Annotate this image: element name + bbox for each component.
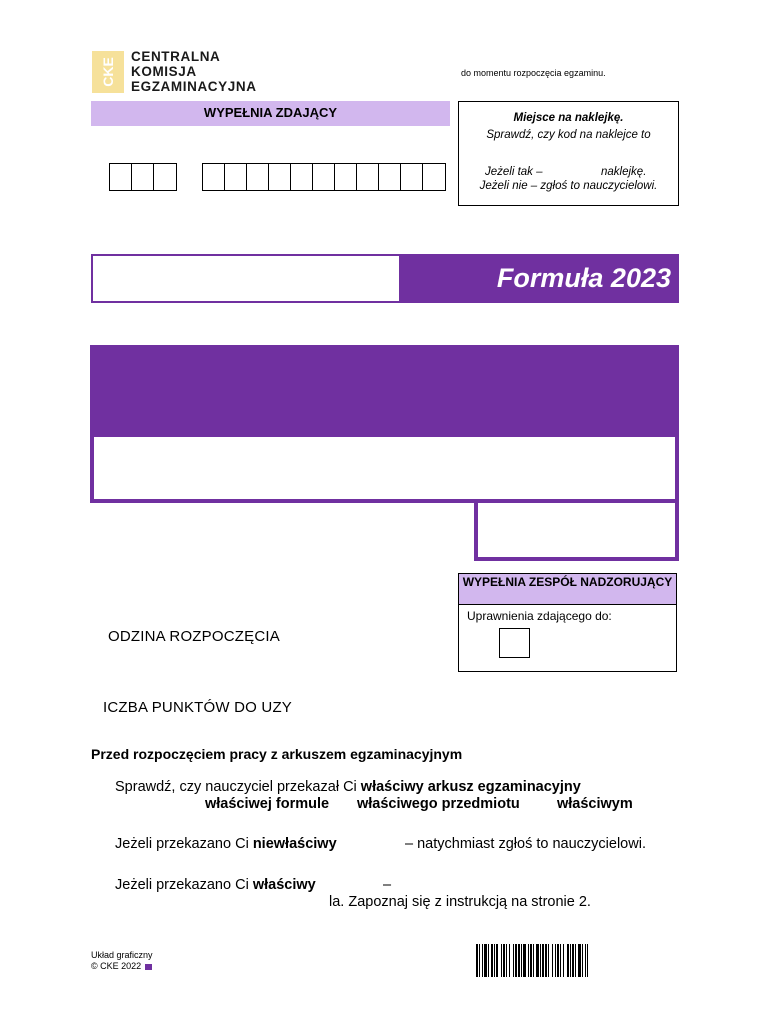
footer <box>91 950 153 972</box>
barcode-bar <box>567 944 569 977</box>
sticker-line-3a: Jeżeli tak – <box>485 166 543 178</box>
footer-line-2: © CKE 2022 <box>91 961 142 971</box>
barcode-bar <box>575 944 576 977</box>
barcode-bar <box>548 944 549 977</box>
instruction-1-formula: właściwej formule <box>205 796 330 812</box>
sticker-line-4: Jeżeli nie – zgłoś to nauczycielowi. <box>479 180 658 192</box>
formula-label: Formuła 2023 <box>400 254 679 303</box>
instruction-2 <box>115 836 337 852</box>
barcode-bar <box>496 944 498 977</box>
top-note: do momentu rozpoczęcia egzaminu. <box>461 68 606 78</box>
barcode-bar <box>479 944 480 977</box>
barcode-bar <box>560 944 561 977</box>
zespol-header: WYPEŁNIA ZESPÓŁ NADZORUJĄCY <box>459 574 676 605</box>
barcode-bar <box>506 944 507 977</box>
code-cells[interactable] <box>109 163 177 191</box>
barcode-bar <box>528 944 529 977</box>
pesel-cell[interactable] <box>357 164 379 190</box>
barcode-bar <box>488 944 489 977</box>
barcode-bar <box>570 944 571 977</box>
instruction-2-bold: niewłaściwy <box>252 836 337 852</box>
barcode-bar <box>503 944 505 977</box>
barcode-bar <box>513 944 514 977</box>
logo-line-1: CENTRALNA <box>131 49 221 64</box>
code-cell[interactable] <box>154 164 176 190</box>
pesel-cells[interactable] <box>202 163 446 191</box>
barcode-bar <box>545 944 547 977</box>
cke-logo-mark-text: CKE <box>100 57 116 87</box>
instruction-3-end: la. Zapoznaj się z instrukcją na stronie 2. <box>329 894 591 910</box>
barcode-bar <box>484 944 487 977</box>
zespol-label: Uprawnienia zdającego do: <box>467 609 612 623</box>
cke-small-icon <box>145 964 152 970</box>
subject-frame <box>90 437 679 503</box>
barcode-bar <box>542 944 544 977</box>
footer-line-2-wrap <box>91 961 153 972</box>
barcode-bar <box>515 944 517 977</box>
barcode-bar <box>555 944 556 977</box>
pesel-cell[interactable] <box>423 164 445 190</box>
instruction-1-bold: właściwy arkusz egzaminacyjny <box>360 779 581 795</box>
barcode-bar <box>521 944 522 977</box>
barcode-bar <box>557 944 559 977</box>
instruction-1-text: Sprawdź, czy nauczyciel przekazał Ci <box>115 779 361 795</box>
barcode-bar <box>482 944 483 977</box>
barcode-bar <box>509 944 510 977</box>
instruction-3-text: Jeżeli przekazano Ci <box>115 877 253 893</box>
pesel-cell[interactable] <box>225 164 247 190</box>
exam-name-box <box>91 254 401 303</box>
barcode-bar <box>563 944 564 977</box>
barcode-bar <box>501 944 502 977</box>
cke-logo-text <box>131 49 257 94</box>
pesel-cell[interactable] <box>247 164 269 190</box>
code-cell[interactable] <box>132 164 154 190</box>
instruction-1-line-2 <box>205 796 329 812</box>
logo-line-2: KOMISJA <box>131 64 197 79</box>
instruction-3-bold: właściwy <box>252 877 316 893</box>
barcode-bar <box>582 944 583 977</box>
code-box-left-border <box>474 502 477 561</box>
code-box <box>474 502 679 561</box>
instruction-3-dash: – <box>383 877 392 893</box>
pesel-cell[interactable] <box>203 164 225 190</box>
pesel-cell[interactable] <box>379 164 401 190</box>
barcode-bar <box>572 944 574 977</box>
barcode <box>476 944 669 977</box>
wypelnia-zdajacy-header: WYPEŁNIA ZDAJĄCY <box>91 101 450 126</box>
logo-line-3: EGZAMINACYJNA <box>131 79 257 94</box>
barcode-bar <box>523 944 526 977</box>
barcode-bar <box>476 944 478 977</box>
instruction-2-text: Jeżeli przekazano Ci <box>115 836 253 852</box>
instruction-1-line-1 <box>115 779 581 795</box>
instruction-3 <box>115 877 316 893</box>
pesel-cell[interactable] <box>335 164 357 190</box>
barcode-bar <box>530 944 532 977</box>
godzina-label: ODZINA ROZPOCZĘCIA <box>108 628 280 645</box>
barcode-bar <box>552 944 553 977</box>
instruction-2-end: – natychmiast zgłoś to nauczycielowi. <box>405 836 646 852</box>
pesel-cell[interactable] <box>401 164 423 190</box>
instructions-title: Przed rozpoczęciem pracy z arkuszem egzaminacyjnym <box>91 746 463 762</box>
pesel-cell[interactable] <box>291 164 313 190</box>
sticker-title: Miejsce na naklejkę. <box>513 112 624 124</box>
instruction-1-level-wrap <box>557 796 633 812</box>
pesel-cell[interactable] <box>269 164 291 190</box>
barcode-bar <box>533 944 534 977</box>
uprawnienia-checkbox[interactable] <box>499 628 530 658</box>
subject-banner <box>90 345 679 439</box>
footer-line-1: Układ graficzny <box>91 950 153 960</box>
sticker-box <box>458 101 679 206</box>
barcode-bar <box>587 944 588 977</box>
instruction-1-subject: właściwego przedmiotu <box>357 796 520 812</box>
liczba-punktow-label: ICZBA PUNKTÓW DO UZY <box>103 699 293 716</box>
barcode-bar <box>578 944 581 977</box>
barcode-bar <box>518 944 520 977</box>
barcode-bar <box>491 944 493 977</box>
pesel-cell[interactable] <box>313 164 335 190</box>
code-cell[interactable] <box>110 164 132 190</box>
barcode-bar <box>536 944 539 977</box>
barcode-bar <box>585 944 586 977</box>
sticker-line-3b: naklejkę. <box>601 166 647 178</box>
instruction-1-level: właściwym <box>557 796 633 812</box>
barcode-bar <box>540 944 541 977</box>
barcode-bar <box>494 944 495 977</box>
cke-logo-mark <box>92 51 124 93</box>
sticker-line-2: Sprawdź, czy kod na naklejce to <box>486 129 651 141</box>
instruction-1-subject-wrap <box>357 796 520 812</box>
